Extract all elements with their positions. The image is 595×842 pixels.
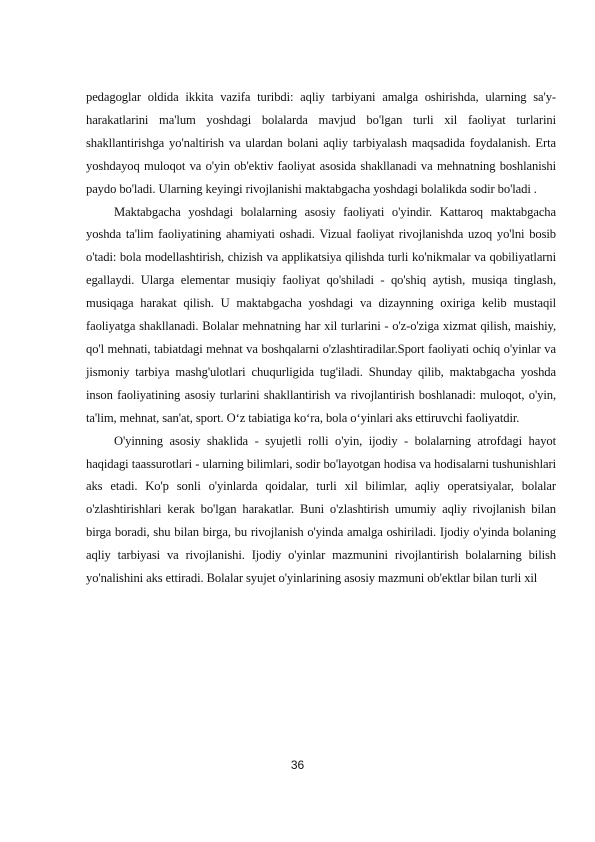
document-body [86, 86, 556, 590]
paragraph-role-play: O'yinning asosiy shaklida - syujetli rolli o'yin, ijodiy - bolalarning atrofdagi hayot haqidagi taassurotlari - ularning bilimlari, sodir bo'layotgan hodisa va hodisalarni tushunishlari aks etadi. Ko'p sonli o'yinlarda qoidalar, turli xil bilimlar, aqliy operatsiyalar, bolalar o'zlashtirishlari kerak bo'lgan harakatlar. Buni o'zlashtirish umumiy aqliy rivojlanish bilan birga boradi, shu bilan birga, bu rivojlanish o'yinda amalga oshiriladi. Ijodiy o'yinda bolaning aqliy tarbiyasi va rivojlanishi. Ijodiy o'yinlar mazmunini rivojlantirish bolalarning bilish yo'nalishini aks ettiradi. Bolalar syujet o'yinlarining asosiy mazmuni ob'ektlar bilan turli xil [86, 433, 556, 586]
page-number: 36 [290, 758, 305, 772]
paragraph-continuation: pedagoglar oldida ikkita vazifa turibdi: aqliy tarbiyani amalga oshirishda, ularning sa'y-harakatlarini ma'lum yoshdagi bolalarda mavjud bo'lgan turli xil faoliyat turlarini shakllantirishga yo'naltirish va ulardan bolani aqliy tarbiyalash maqsadida foydalanish. Erta yoshdayoq muloqot va o'yin ob'ektiv faoliyat asosida shakllanadi va mehnatning boshlanishi paydo bo'ladi. Ularning keyingi rivojlanishi maktabgacha yoshdagi bolalikda sodir bo'ladi . [86, 90, 556, 196]
paragraph-main-activity: Maktabgacha yoshdagi bolalarning asosiy faoliyati o'yindir. Kattaroq maktabgacha yoshda ta'lim faoliyatining ahamiyati oshadi. Vizual faoliyat rivojlanishda uzoq yo'lni bosib o'tadi: bola modellashtirish, chizish va applikatsiya qilishda turli ko'nikmalar va qobiliyatlarni egallaydi. Ularga elementar musiqiy faoliyat qo'shiladi - qo'shiq aytish, musiqa tinglash, musiqaga harakat qilish. U maktabgacha yoshdagi va dizaynning oxiriga kelib mustaqil faoliyatga shakllanadi. Bolalar mehnatning har xil turlarini - o'z-o'ziga xizmat qilish, maishiy, qo'l mehnati, tabiatdagi mehnat va boshqalarni o'zlashtiradilar.Sport faoliyati ochiq o'yinlar va jismoniy tarbiya mashg'ulotlari chuqurligida tug'iladi. Shunday qilib, maktabgacha yoshda inson faoliyatining asosiy turlarini shakllantirish va rivojlantirish boshlanadi: muloqot, o'yin, ta'lim, mehnat, san'at, sport. O‘z tabiatiga ko‘ra, bola o‘yinlari aks ettiruvchi faoliyatdir. [86, 204, 556, 425]
